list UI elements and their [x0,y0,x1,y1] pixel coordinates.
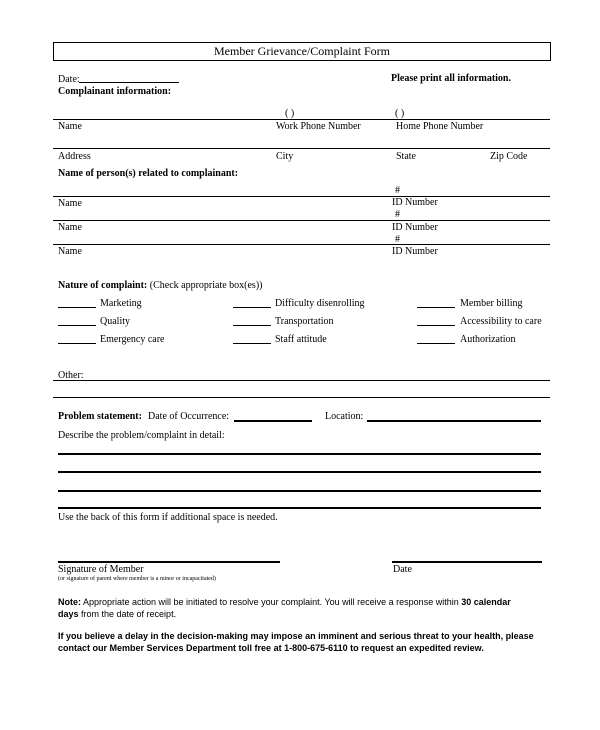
checkbox-line[interactable] [58,325,96,326]
work-phone-label: Work Phone Number [276,121,361,132]
complaint-type: Member billing [460,298,523,309]
problem-label: Problem statement: [58,411,142,422]
checkbox-line[interactable] [417,307,455,308]
checkbox-line[interactable] [58,343,96,344]
complaint-type: Quality [100,316,130,327]
form-title: Member Grievance/Complaint Form [53,42,551,61]
home-area-code: ( ) [395,108,405,119]
occurrence-field[interactable] [234,420,312,422]
signature-field[interactable] [58,561,280,563]
home-phone-label: Home Phone Number [396,121,484,132]
complaint-type: Authorization [460,334,516,345]
checkbox-line[interactable] [233,343,271,344]
back-note: Use the back of this form if additional space is needed. [58,512,278,523]
date-label: Date: [58,74,80,85]
date-sign-label: Date [393,564,412,575]
address-line[interactable] [53,148,550,149]
complainant-heading: Complainant information: [58,86,172,97]
related-hash: # [395,185,400,196]
nature-heading: Nature of complaint: (Check appropriate box(es)) [58,280,263,291]
print-note: Please print all information. [391,73,511,84]
complaint-type: Accessibility to care [460,316,542,327]
city-label: City [276,151,294,162]
related-name-label: Name [58,246,82,257]
urgent-note-line-1: If you believe a delay in the decision-making may impose an imminent and serious threat to your health, please [58,631,534,641]
complaint-type: Difficulty disenrolling [275,298,365,309]
describe-label: Describe the problem/complaint in detail: [58,430,225,441]
work-area-code: ( ) [285,108,295,119]
note-line-1: Note: Appropriate action will be initiated to resolve your complaint. You will receive a response within 30 calendar [58,597,511,607]
related-id-label: ID Number [392,222,438,233]
related-name-label: Name [58,222,82,233]
name-line[interactable] [53,119,550,120]
complaint-type: Staff attitude [275,334,327,345]
signature-note: (or signature of parent where member is a minor or incapacitated) [58,576,216,582]
zip-label: Zip Code [490,151,528,162]
related-name-label: Name [58,198,82,209]
signature-label: Signature of Member [58,564,144,575]
location-field[interactable] [367,420,541,422]
other-line[interactable] [53,380,550,381]
related-id-label: ID Number [392,197,438,208]
related-line[interactable] [53,244,550,245]
occurrence-label: Date of Occurrence: [148,411,230,422]
related-hash: # [395,234,400,245]
related-heading: Name of person(s) related to complainant: [58,168,239,179]
note-line-2: days from the date of receipt. [58,609,177,619]
complaint-type: Marketing [100,298,142,309]
address-label: Address [58,151,91,162]
detail-line[interactable] [58,490,541,492]
checkbox-line[interactable] [233,325,271,326]
other-label: Other: [58,370,84,381]
related-id-label: ID Number [392,246,438,257]
name-label: Name [58,121,82,132]
complaint-type: Emergency care [100,334,165,345]
checkbox-line[interactable] [417,325,455,326]
related-hash: # [395,209,400,220]
date-sign-field[interactable] [392,561,542,563]
checkbox-line[interactable] [417,343,455,344]
related-line[interactable] [53,220,550,221]
location-label: Location: [325,411,364,422]
detail-line[interactable] [58,507,541,509]
checkbox-line[interactable] [58,307,96,308]
checkbox-line[interactable] [233,307,271,308]
date-field[interactable] [79,82,179,83]
complaint-type: Transportation [275,316,334,327]
state-label: State [396,151,416,162]
detail-line[interactable] [58,453,541,455]
related-line[interactable] [53,196,550,197]
section-divider [53,397,550,398]
urgent-note-line-2: contact our Member Services Department toll free at 1-800-675-6110 to request an expedited review. [58,643,484,653]
detail-line[interactable] [58,471,541,473]
